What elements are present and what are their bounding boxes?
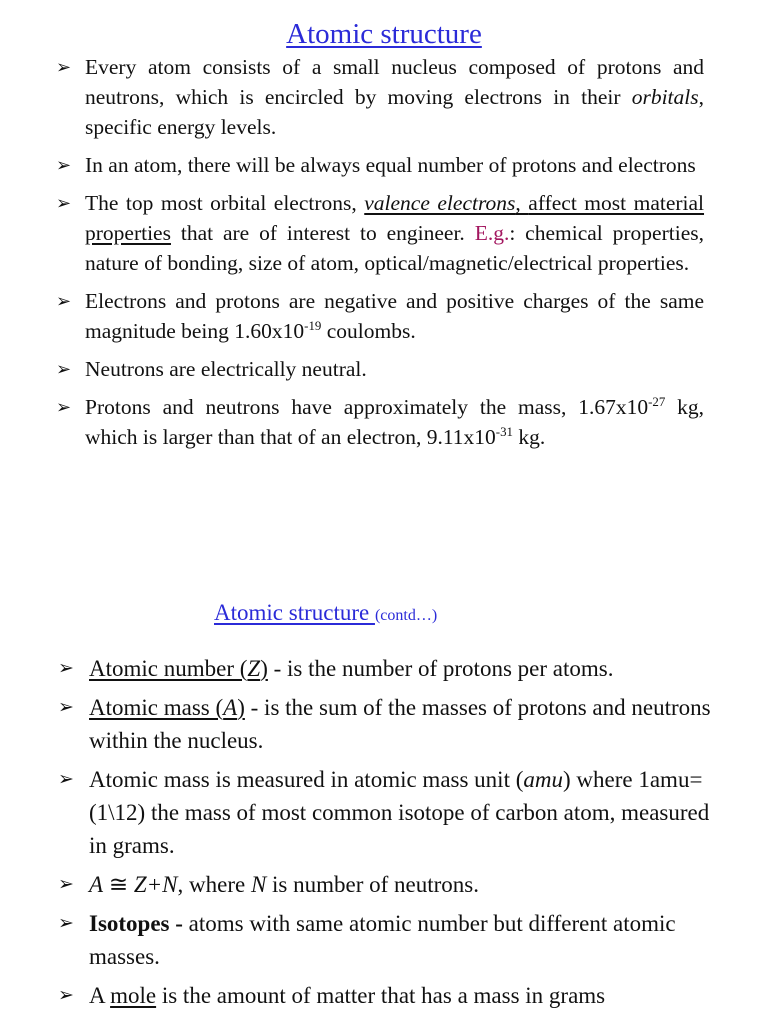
- list-item: ➢ In an atom, there will be always equal number of protons and electrons: [56, 150, 704, 180]
- list-item: ➢ A mole is the amount of matter that has a mass in grams: [58, 979, 726, 1012]
- arrowhead-bullet-icon: ➢: [58, 697, 74, 718]
- arrowhead-bullet-icon: ➢: [58, 913, 74, 934]
- list-item: ➢ Atomic mass (A) - is the sum of the masses of protons and neutrons within the nucleus.: [58, 691, 726, 757]
- section-title-contd: Atomic structure (contd…): [214, 600, 438, 625]
- list-item: ➢ Atomic number (Z) - is the number of protons per atoms.: [58, 652, 726, 685]
- bullet-list-atomic-structure-contd: [58, 652, 726, 1018]
- list-item: ➢ Protons and neutrons have approximately the mass, $1.67x10^{-27}$ kg, which is larger than that of an electron, $9.11x10^{-31}$ kg.: [56, 392, 704, 452]
- list-item: ➢ Neutrons are electrically neutral.: [56, 354, 704, 384]
- arrowhead-bullet-icon: ➢: [56, 193, 72, 213]
- list-item: ➢ Isotopes - atoms with same atomic number but different atomic masses.: [58, 907, 726, 973]
- list-item: ➢ The top most orbital electrons, valence electrons, affect most material properties that are of interest to engineer. E.g.: chemical properties, nature of bonding, size of atom, optical/magnetic/electrical properties.: [56, 188, 704, 278]
- arrowhead-bullet-icon: ➢: [58, 874, 74, 895]
- arrowhead-bullet-icon: ➢: [56, 155, 72, 175]
- arrowhead-bullet-icon: ➢: [58, 769, 74, 790]
- arrowhead-bullet-icon: ➢: [56, 57, 72, 77]
- list-item: ➢ Atomic mass is measured in atomic mass unit (amu) where 1amu=(1\12) the mass of most common isotope of carbon atom, measured in grams.: [58, 763, 726, 862]
- list-item: ➢ Electrons and protons are negative and positive charges of the same magnitude being $1.60x10^{-19}$ coulombs.: [56, 286, 704, 346]
- arrowhead-bullet-icon: ➢: [58, 658, 74, 679]
- arrowhead-bullet-icon: ➢: [56, 397, 72, 417]
- arrowhead-bullet-icon: ➢: [58, 985, 74, 1006]
- page-title: Atomic structure: [286, 18, 482, 50]
- arrowhead-bullet-icon: ➢: [56, 359, 72, 379]
- bullet-list-atomic-structure: [56, 52, 704, 460]
- list-item: ➢ Every atom consists of a small nucleus composed of protons and neutrons, which is encircled by moving electrons in their orbitals, specific energy levels.: [56, 52, 704, 142]
- arrowhead-bullet-icon: ➢: [56, 291, 72, 311]
- list-item: ➢ A ≅ Z+N, where N is number of neutrons.: [58, 868, 726, 901]
